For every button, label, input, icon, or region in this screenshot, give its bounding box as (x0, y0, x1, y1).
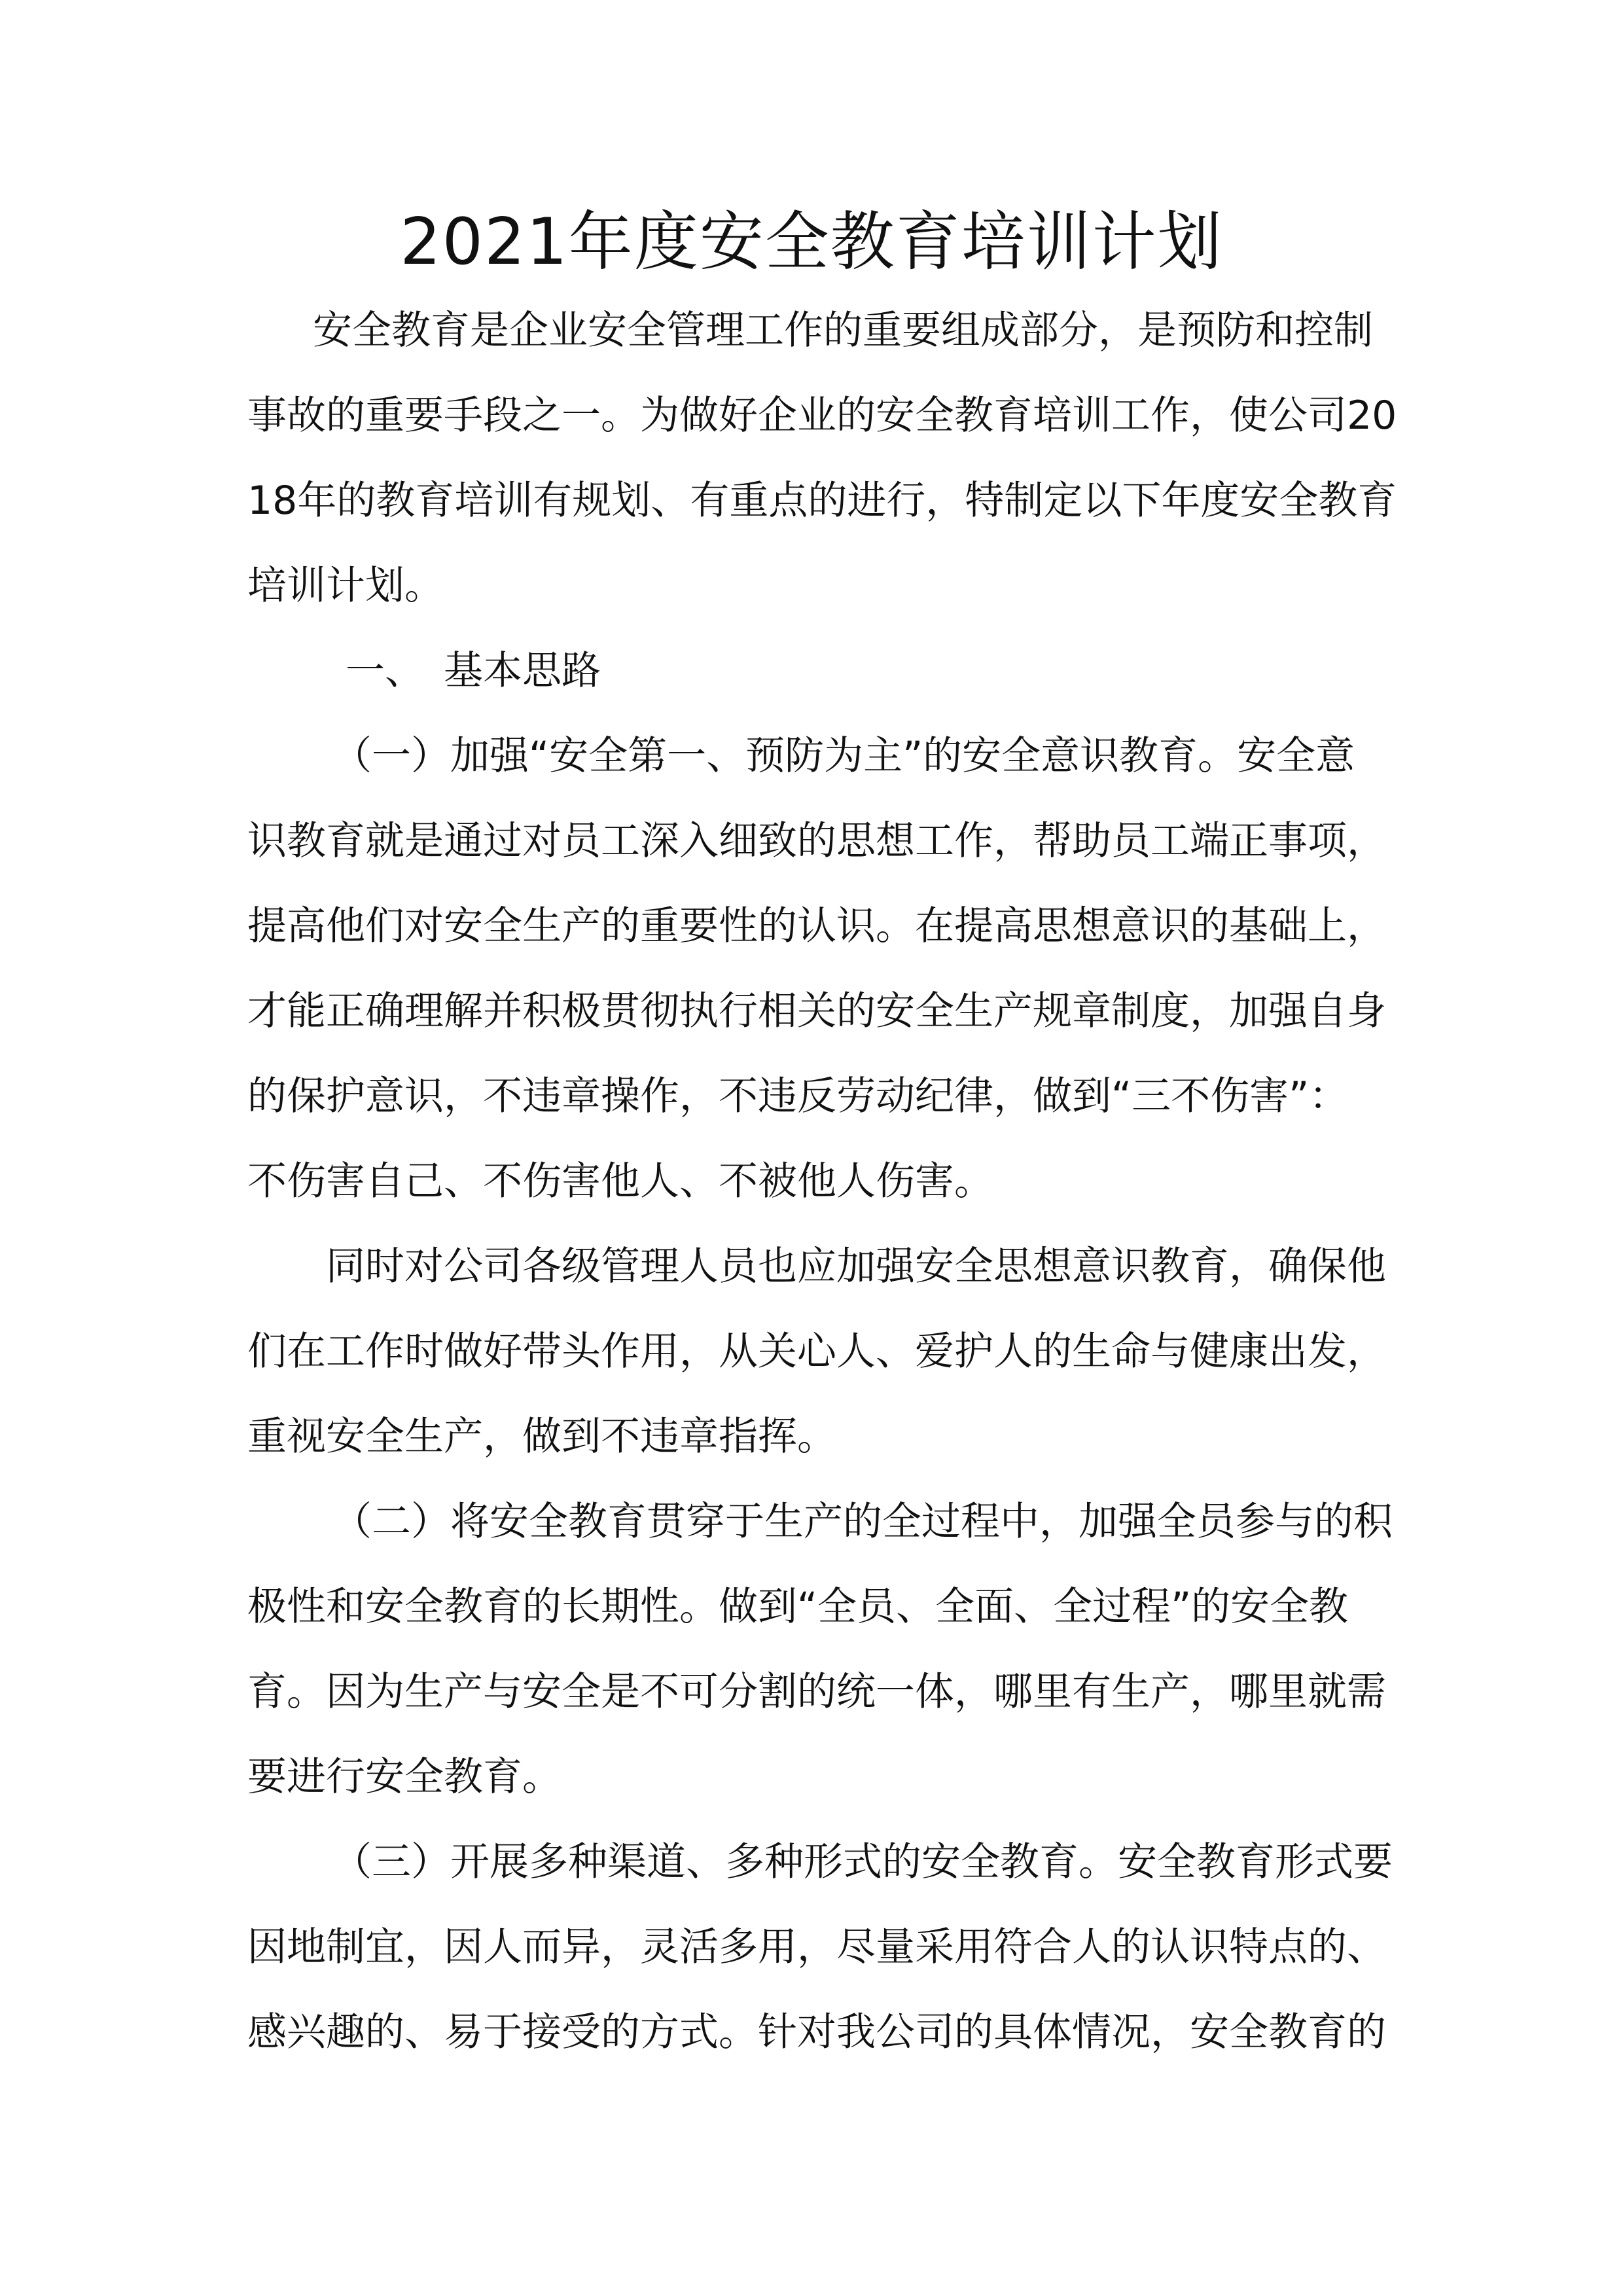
paragraph-line: 因地制宜，因人而异，灵活多用，尽量采用符合人的认识特点的、 (247, 1924, 1386, 1970)
paragraph-line: 们在工作时做好带头作用，从关心人、爱护人的生命与健康出发， (247, 1329, 1386, 1374)
paragraph-line: 提高他们对安全生产的重要性的认识。在提高思想意识的基础上， (247, 903, 1386, 949)
paragraph-line: 极性和安全教育的长期性。做到“全员、全面、全过程”的安全教 (247, 1584, 1349, 1630)
paragraph-line: 的保护意识，不违章操作，不违反劳动纪律，做到“三不伤害”： (247, 1073, 1349, 1119)
paragraph-line: 同时对公司各级管理人员也应加强安全思想意识教育，确保他 (326, 1244, 1386, 1289)
paragraph-line: 培训计划。 (247, 563, 444, 609)
paragraph-line: 育。因为生产与安全是不可分割的统一体，哪里有生产，哪里就需 (247, 1669, 1386, 1715)
paragraph-line: 感兴趣的、易于接受的方式。针对我公司的具体情况，安全教育的 (247, 2009, 1386, 2055)
paragraph-line: （三）开展多种渠道、多种形式的安全教育。安全教育形式要 (332, 1839, 1393, 1885)
paragraph-line: 才能正确理解并积极贯彻执行相关的安全生产规章制度，加强自身 (247, 988, 1386, 1034)
paragraph-line: （一）加强“安全第一、预防为主”的安全意识教育。安全意 (332, 733, 1355, 779)
paragraph-line: 18年的教育培训有规划、有重点的进行，特制定以下年度安全教育 (247, 478, 1397, 524)
paragraph-line: 重视安全生产，做到不违章指挥。 (247, 1414, 836, 1460)
paragraph-line: 识教育就是通过对员工深入细致的思想工作，帮助员工端正事项， (247, 818, 1386, 864)
paragraph-line: 不伤害自己、不伤害他人、不被他人伤害。 (247, 1158, 993, 1204)
document-title: 2021年度安全教育培训计划 (400, 205, 1223, 279)
paragraph-line: （二）将安全教育贯穿于生产的全过程中，加强全员参与的积 (332, 1499, 1393, 1545)
paragraph-line: 安全教育是企业安全管理工作的重要组成部分，是预防和控制 (313, 308, 1373, 353)
paragraph-line: 事故的重要手段之一。为做好企业的安全教育培训工作，使公司20 (247, 393, 1397, 439)
section-heading: 一、 基本思路 (346, 648, 601, 694)
paragraph-line: 要进行安全教育。 (247, 1754, 562, 1800)
